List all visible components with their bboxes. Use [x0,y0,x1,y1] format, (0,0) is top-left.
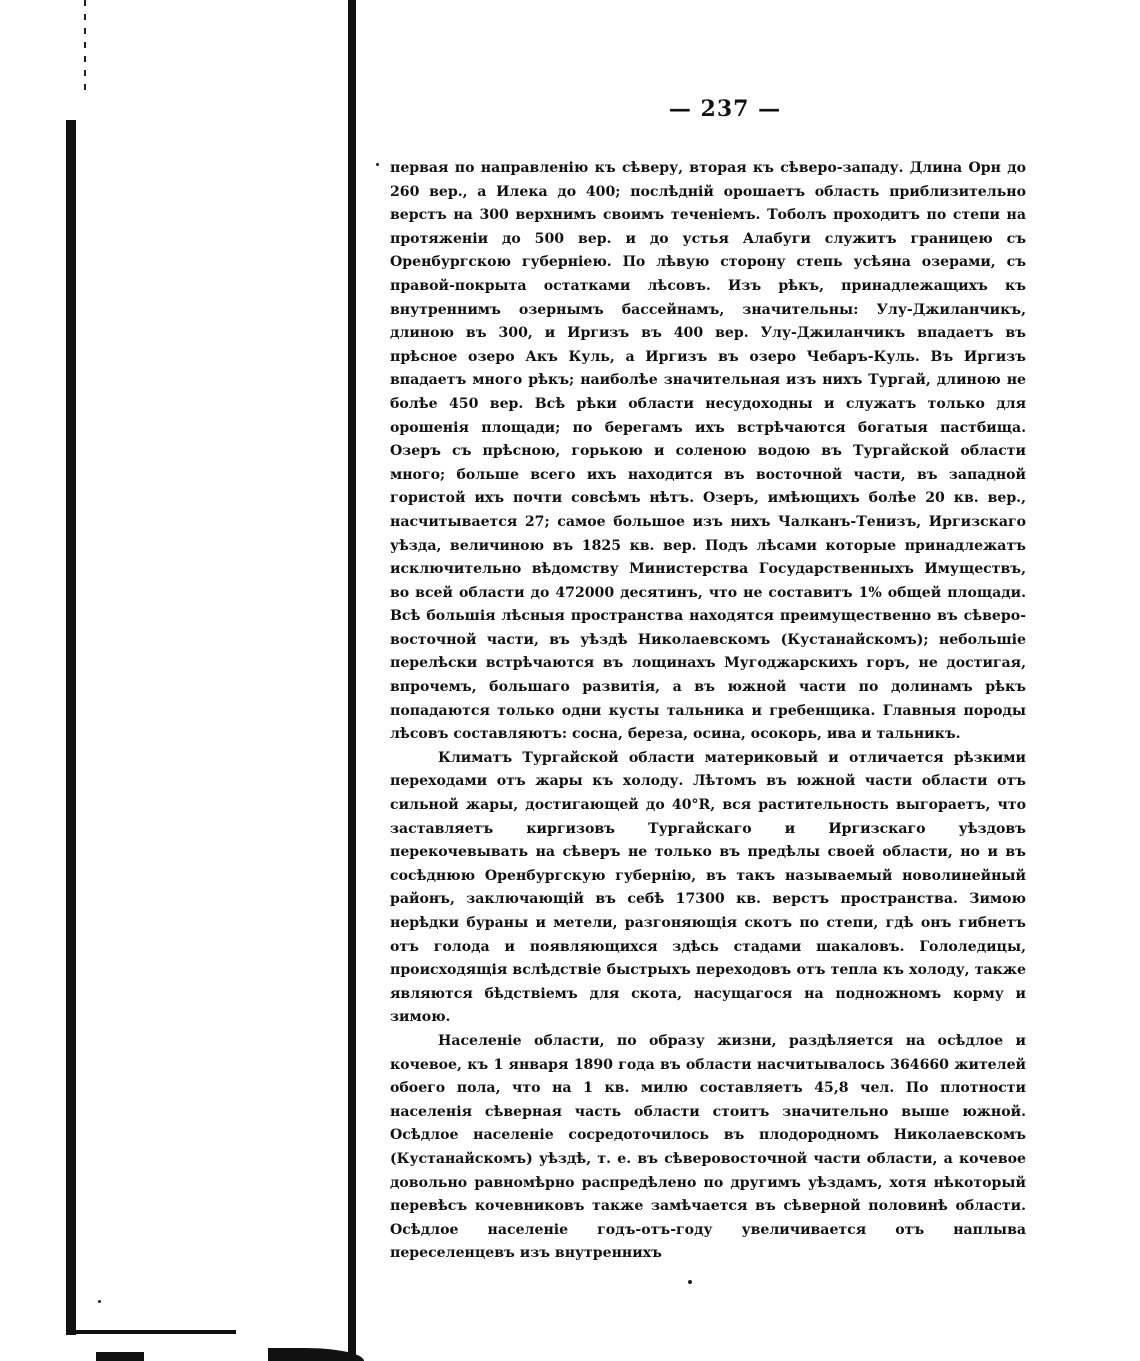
scan-speck [98,1300,101,1303]
page-number: — 237 — [668,96,782,122]
scan-speck [376,163,379,166]
paragraph-population: Населеніе области, по образу жизни, раздѣляется на осѣдлое и кочевое, къ 1 января 1890 года въ области насчитывалось 364660 жителей обоего пола, что на 1 кв. милю составляетъ 45,8 чел. По плотности населенія сѣверная часть области стоитъ значительно выше южной. Осѣдлое населеніе сосредоточилось въ плодородномъ Николаевскомъ (Кустанайскомъ) уѣздѣ, т. е. въ сѣверовосточной части области, а кочевое довольно равномѣрно распредѣлено по другимъ уѣздамъ, хотя нѣкоторый перевѣсъ кочевниковъ также замѣчается въ сѣверной половинѣ области. Осѣдлое населеніе годъ-отъ-году увеличивается отъ наплыва переселенцевъ изъ внутреннихъ [390,1032,1026,1262]
paragraph-climate: Климатъ Тургайской области материковый и отличается рѣзкими переходами отъ жары къ холоду. Лѣтомъ въ южной части области отъ сильной жары, достигающей до 40°R, вся растительность выгораетъ, что заставляетъ киргизовъ Тургайскаго и Иргизскаго уѣздовъ перекочевывать на сѣверъ не только въ предѣлы своей области, но и въ сосѣднюю Оренбургскую губернію, въ такъ называемый новолинейный районъ, заключающій въ себѣ 17300 кв. верстъ пространства. Зимою нерѣдки бураны и метели, разгоняющія скотъ по степи, гдѣ онъ гибнетъ отъ голода и появляющихся здѣсь стадами шакаловъ. Гололедицы, происходящія вслѣдствіе быстрыхъ переходовъ отъ тепла къ холоду, также являются бѣдствіемъ для скота, насущагося на подножномъ корму и зимою. [390,749,1026,1026]
scan-speck [688,1280,692,1284]
scan-bottom-mark-left [96,1352,144,1361]
book-spine-line [348,0,356,1361]
scan-left-margin-bar [66,120,76,1335]
scan-bottom-rule [66,1330,236,1334]
scan-edge-dashes [84,0,86,90]
body-text [390,157,1026,1266]
paragraph-rivers-lakes-forests: первая по направленію къ сѣверу, вторая къ сѣверо-западу. Длина Орн до 260 вер., а Илека до 400; послѣдній орошаетъ область приблизительно верстъ на 300 верхнимъ своимъ теченіемъ. Тоболъ проходитъ по степи на протяженіи до 500 вер. и до устья Алабуги служитъ границею съ Оренбургскою губерніею. По лѣвую сторону степь усѣяна озерами, съ правой-покрыта остатками лѣсовъ. Изъ рѣкъ, принадлежащихъ къ внутреннимъ озернымъ бассейнамъ, значительны: Улу-Джиланчикъ, длиною въ 300, и Иргизъ въ 400 вер. Улу-Джиланчикъ впадаетъ въ прѣсное озеро Акъ Куль, а Иргизъ въ озеро Чебаръ-Куль. Въ Иргизъ впадаетъ много рѣкъ; наиболѣе значительная изъ нихъ Тургай, длиною не болѣе 450 вер. Всѣ рѣки области несудоходны и служатъ только для орошенія площади; по берегамъ ихъ встрѣчаются богатыя пастбища. Озеръ съ прѣсною, горькою и соленою водою въ Тургайской области много; больше всего ихъ находится въ восточной части, въ западной гористой ихъ почти совсѣмъ нѣтъ. Озеръ, имѣющихъ болѣе 20 кв. вер., насчитывается 27; самое большое изъ нихъ Чалканъ-Тенизъ, Иргизскаго уѣзда, величиною въ 1825 кв. вер. Подъ лѣсами которые принадлежатъ исключительно вѣдомству Министерства Государственныхъ Имуществъ, во всей области до 472000 десятинъ, что не составитъ 1% общей площади. Всѣ большія лѣсныя пространства находятся преимущественно въ сѣверо-восточной части, въ уѣздѣ Николаевскомъ (Кустанайскомъ); небольшіе перелѣски встрѣчаются въ лощинахъ Мугоджарскихъ горъ, не достигая, впрочемъ, большаго развитія, а въ южной части по долинамъ рѣкъ попадаются только одни кусты тальника и гребенщика. Главныя породы лѣсовъ составляютъ: сосна, береза, осина, осокорь, ива и тальникъ. [390,160,1026,743]
